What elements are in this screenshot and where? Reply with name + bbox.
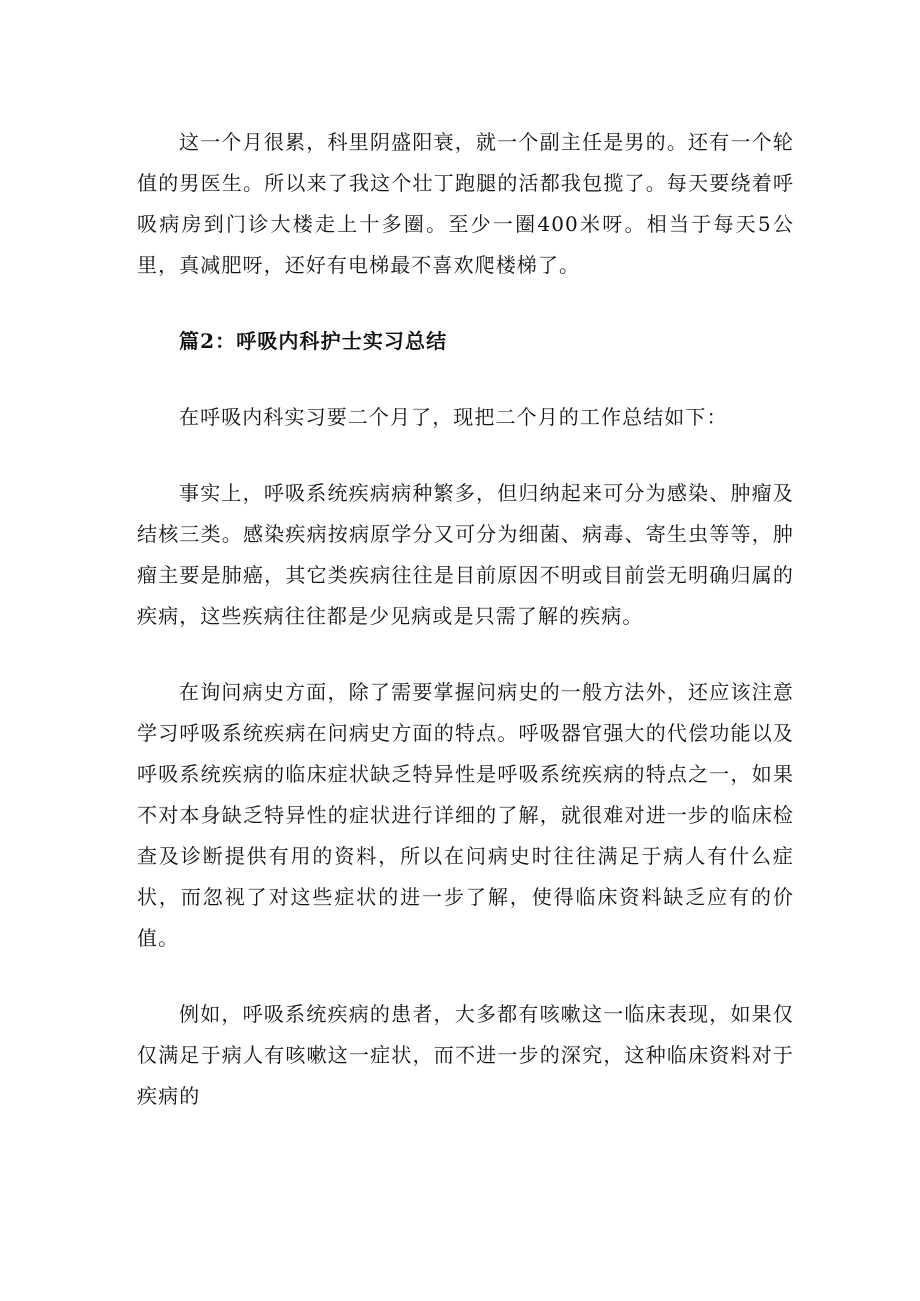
paragraph-gap xyxy=(137,959,794,994)
paragraph-2: 在呼吸内科实习要二个月了，现把二个月的工作总结如下： xyxy=(179,405,728,429)
section-heading: 篇2：呼吸内科护士实习总结 xyxy=(179,329,448,353)
paragraph-3: 事实上，呼吸系统疾病病种繁多，但归纳起来可分为感染、肿瘤及结核三类。感染疾病按病原学分又可分为细菌、病毒、寄生虫等等，肿瘤主要是肺癌，其它类疾病往往是目前原因不明或目前尝无明确归属的疾病，这些疾病往往都是少见病或是只需了解的疾病。 xyxy=(137,481,794,628)
paragraph-1: 这一个月很累，科里阴盛阳衰，就一个副主任是男的。还有一个轮值的男医生。所以来了我这个壮丁跑腿的活都我包揽了。每天要绕着呼吸病房到门诊大楼走上十多圈。至少一圈400米呀。相当于每天5公里，真减肥呀，还好有电梯最不喜欢爬楼梯了。 xyxy=(137,130,794,277)
paragraph-5: 例如，呼吸系统疾病的患者，大多都有咳嗽这一临床表现，如果仅仅满足于病人有咳嗽这一症状，而不进一步的深究，这种临床资料对于疾病的 xyxy=(137,1002,794,1108)
paragraph-4: 在询问病史方面，除了需要掌握问病史的一般方法外，还应该注意学习呼吸系统疾病在问病史方面的特点。呼吸器官强大的代偿功能以及呼吸系统疾病的临床症状缺乏特异性是呼吸系统疾病的特点之一，如果不对本身缺乏特异性的症状进行详细的了解，就很难对进一步的临床检查及诊断提供有用的资料，所以在问病史时往往满足于病人有什么症状，而忽视了对这些症状的进一步了解，使得临床资料缺乏应有的价值。 xyxy=(137,680,794,950)
paragraph-gap xyxy=(137,362,794,397)
paragraph-gap xyxy=(137,438,794,473)
paragraph-gap xyxy=(137,637,794,672)
paragraph-gap xyxy=(137,286,794,321)
